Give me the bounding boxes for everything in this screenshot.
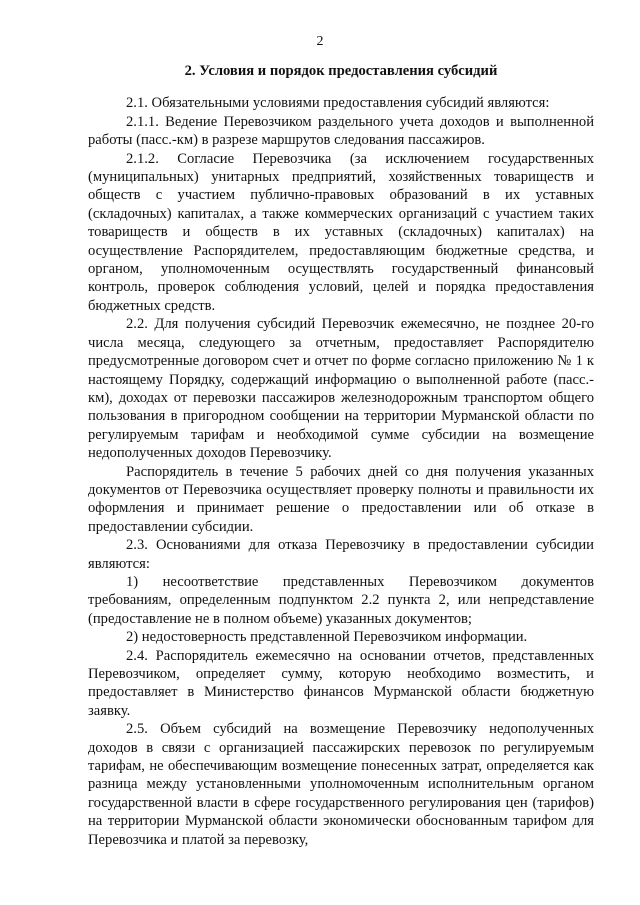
paragraph-2-4: 2.4. Распорядитель ежемесячно на основании отчетов, представленных Перевозчиком, определяет сумму, которую необходимо возместить, и предоставляет в Министерство финансов Мурманской области бюджетную заявку. — [88, 647, 594, 719]
document-body — [88, 62, 594, 849]
paragraph-2-3-item-1: 1) несоответствие представленных Перевозчиком документов требованиям, определенным подпунктом 2.2 пункта 2, или непредставление (предоставление не в полном объеме) указанных документов; — [88, 573, 594, 627]
paragraph-2-3: 2.3. Основаниями для отказа Перевозчику в предоставлении субсидии являются: — [88, 537, 594, 572]
page-number: 2 — [316, 34, 324, 49]
paragraph-2-1-2: 2.1.2. Согласие Перевозчика (за исключением государственных (муниципальных) унитарных предприятий, хозяйственных товариществ и обществ с участием публично-правовых образований в их уставных (складочных) капиталах, а также коммерческих организаций с участием таких товариществ и обществ в их уставных (складочных) капиталах) на осуществление Распорядителем, предоставляющим бюджетные средства, и органом, уполномоченным осуществлять государственный финансовый контроль, проверок соблюдения условий, целей и порядка предоставления бюджетных средств. — [88, 150, 594, 314]
paragraph-2-2: 2.2. Для получения субсидий Перевозчик ежемесячно, не позднее 20-го числа месяца, следующего за отчетным, предоставляет Распорядителю предусмотренные договором счет и отчет по форме согласно приложению № 1 к настоящему Порядку, содержащий информацию о выполненной работе (пасс.-км), доходах от перевозки пассажиров железнодорожным транспортом общего пользования в пригородном сообщении на территории Мурманской области по регулируемым тарифам и необходимой сумме субсидии на возмещение недополученных доходов Перевозчику. — [88, 316, 594, 462]
paragraph-2-1-1: 2.1.1. Ведение Перевозчиком раздельного учета доходов и выполненной работы (пасс.-км) в разрезе маршрутов следования пассажиров. — [88, 113, 594, 149]
paragraph-distributor-review: Распорядитель в течение 5 рабочих дней со дня получения указанных документов от Перевозчика осуществляет проверку полноты и правильности их оформления и принимает решение о предоставлении или об отказе в предоставлении субсидии. — [88, 463, 594, 535]
paragraph-2-5: 2.5. Объем субсидий на возмещение Перевозчику недополученных доходов в связи с организацией пассажирских перевозок по регулируемым тарифам, не обеспечивающим возмещение понесенных затрат, определяется как разница между установленными уполномоченным исполнительным органом государственной власти в сфере государственного регулирования цен (тарифов) на территории Мурманской области экономически обоснованным тарифом для Перевозчика и платой за перевозку, — [88, 721, 594, 848]
paragraph-2-3-item-2: 2) недостоверность представленной Перевозчиком информации. — [126, 629, 528, 646]
paragraph-2-1: 2.1. Обязательными условиями предоставления субсидий являются: — [126, 95, 550, 112]
section-heading: 2. Условия и порядок предоставления субсидий — [184, 63, 498, 79]
